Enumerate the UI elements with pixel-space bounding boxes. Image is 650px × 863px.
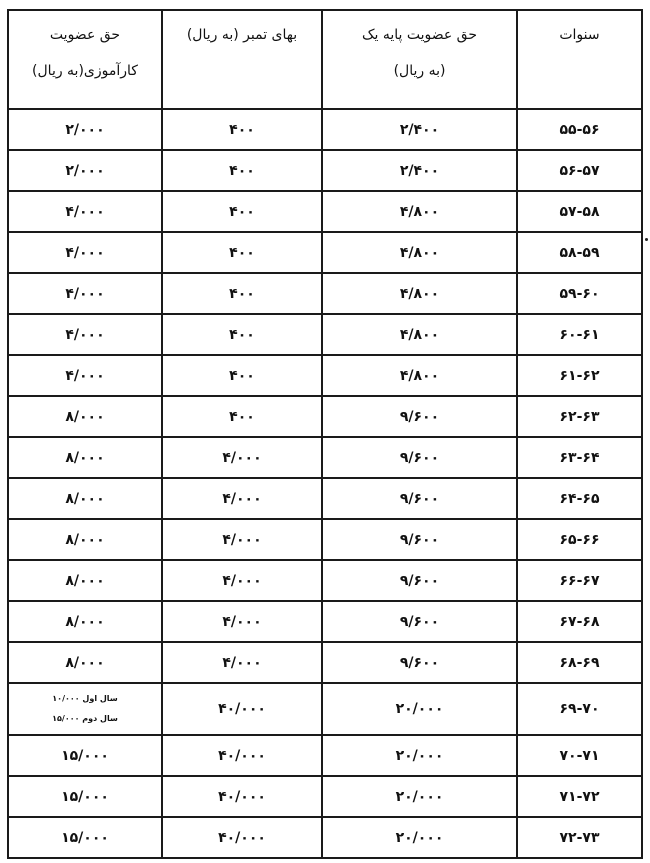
cell-trainee-fee: ۸/۰۰۰	[8, 642, 162, 683]
cell-trainee-fee	[8, 683, 162, 735]
cell-years: ۶۰-۶۱	[517, 314, 642, 355]
cell-trainee-fee: ۸/۰۰۰	[8, 519, 162, 560]
table-row	[8, 519, 642, 560]
cell-years: ۶۷-۶۸	[517, 601, 642, 642]
header-base-fee: حق عضویت پایه یک (به ریال)	[322, 10, 517, 109]
table-row	[8, 314, 642, 355]
cell-stamp-price: ۴۰۰	[162, 150, 322, 191]
cell-years: ۶۸-۶۹	[517, 642, 642, 683]
table-row	[8, 642, 642, 683]
cell-trainee-fee: ۸/۰۰۰	[8, 396, 162, 437]
cell-base-fee: ۴/۸۰۰	[322, 232, 517, 273]
table-header-row	[8, 10, 642, 109]
cell-trainee-fee: ۴/۰۰۰	[8, 314, 162, 355]
cell-trainee-fee: ۱۵/۰۰۰	[8, 817, 162, 858]
cell-base-fee: ۹/۶۰۰	[322, 601, 517, 642]
table-row	[8, 150, 642, 191]
cell-base-fee: ۲۰/۰۰۰	[322, 735, 517, 776]
cell-years: ۶۵-۶۶	[517, 519, 642, 560]
trainee-first-year: سال اول ۱۰/۰۰۰	[52, 694, 118, 703]
cell-trainee-fee: ۴/۰۰۰	[8, 191, 162, 232]
cell-stamp-price: ۴۰۰	[162, 191, 322, 232]
trainee-second-year: سال دوم ۱۵/۰۰۰	[52, 714, 118, 723]
cell-stamp-price: ۴/۰۰۰	[162, 642, 322, 683]
cell-trainee-fee: ۲/۰۰۰	[8, 109, 162, 150]
scan-speck	[645, 238, 648, 241]
document-page	[7, 9, 641, 855]
cell-stamp-price: ۴۰/۰۰۰	[162, 683, 322, 735]
cell-base-fee: ۴/۸۰۰	[322, 191, 517, 232]
cell-trainee-fee: ۸/۰۰۰	[8, 560, 162, 601]
cell-stamp-price: ۴۰/۰۰۰	[162, 817, 322, 858]
table-row	[8, 232, 642, 273]
table-row	[8, 776, 642, 817]
cell-trainee-fee: ۲/۰۰۰	[8, 150, 162, 191]
cell-years: ۵۶-۵۷	[517, 150, 642, 191]
cell-years: ۷۱-۷۲	[517, 776, 642, 817]
cell-base-fee: ۲/۴۰۰	[322, 109, 517, 150]
cell-stamp-price: ۴۰۰	[162, 232, 322, 273]
cell-base-fee: ۹/۶۰۰	[322, 560, 517, 601]
table-row	[8, 478, 642, 519]
cell-years: ۶۳-۶۴	[517, 437, 642, 478]
cell-trainee-fee: ۱۵/۰۰۰	[8, 735, 162, 776]
cell-trainee-fee: ۸/۰۰۰	[8, 478, 162, 519]
header-stamp-price: بهای تمبر (به ریال)	[162, 10, 322, 109]
cell-base-fee: ۲۰/۰۰۰	[322, 817, 517, 858]
cell-base-fee: ۲۰/۰۰۰	[322, 776, 517, 817]
cell-years: ۶۱-۶۲	[517, 355, 642, 396]
cell-trainee-fee: ۴/۰۰۰	[8, 355, 162, 396]
table-row	[8, 817, 642, 858]
table-row	[8, 437, 642, 478]
cell-base-fee: ۲۰/۰۰۰	[322, 683, 517, 735]
cell-trainee-fee: ۸/۰۰۰	[8, 601, 162, 642]
cell-years: ۶۹-۷۰	[517, 683, 642, 735]
cell-stamp-price: ۴/۰۰۰	[162, 478, 322, 519]
cell-base-fee: ۹/۶۰۰	[322, 396, 517, 437]
cell-base-fee: ۹/۶۰۰	[322, 478, 517, 519]
cell-stamp-price: ۴۰۰	[162, 109, 322, 150]
cell-stamp-price: ۴/۰۰۰	[162, 437, 322, 478]
cell-years: ۵۷-۵۸	[517, 191, 642, 232]
cell-trainee-fee: ۱۵/۰۰۰	[8, 776, 162, 817]
table-row	[8, 273, 642, 314]
table-row	[8, 191, 642, 232]
cell-base-fee: ۹/۶۰۰	[322, 642, 517, 683]
cell-base-fee: ۲/۴۰۰	[322, 150, 517, 191]
membership-fee-table	[7, 9, 643, 859]
cell-stamp-price: ۴۰۰	[162, 396, 322, 437]
header-trainee-fee: حق عضویت کارآموزی(به ریال)	[8, 10, 162, 109]
table-row	[8, 735, 642, 776]
cell-stamp-price: ۴/۰۰۰	[162, 560, 322, 601]
cell-years: ۶۶-۶۷	[517, 560, 642, 601]
cell-stamp-price: ۴۰۰	[162, 314, 322, 355]
cell-base-fee: ۹/۶۰۰	[322, 437, 517, 478]
table-row	[8, 601, 642, 642]
cell-stamp-price: ۴۰/۰۰۰	[162, 735, 322, 776]
cell-stamp-price: ۴۰/۰۰۰	[162, 776, 322, 817]
cell-base-fee: ۴/۸۰۰	[322, 273, 517, 314]
cell-stamp-price: ۴/۰۰۰	[162, 519, 322, 560]
table-row	[8, 109, 642, 150]
cell-base-fee: ۴/۸۰۰	[322, 355, 517, 396]
cell-years: ۵۸-۵۹	[517, 232, 642, 273]
cell-base-fee: ۴/۸۰۰	[322, 314, 517, 355]
cell-years: ۵۹-۶۰	[517, 273, 642, 314]
table-row	[8, 355, 642, 396]
cell-years: ۶۴-۶۵	[517, 478, 642, 519]
table-row	[8, 683, 642, 735]
cell-stamp-price: ۴۰۰	[162, 273, 322, 314]
table-row	[8, 560, 642, 601]
cell-years: ۵۵-۵۶	[517, 109, 642, 150]
cell-base-fee: ۹/۶۰۰	[322, 519, 517, 560]
cell-stamp-price: ۴/۰۰۰	[162, 601, 322, 642]
cell-trainee-fee: ۴/۰۰۰	[8, 273, 162, 314]
cell-trainee-fee: ۸/۰۰۰	[8, 437, 162, 478]
table-row	[8, 396, 642, 437]
cell-years: ۶۲-۶۳	[517, 396, 642, 437]
cell-years: ۷۲-۷۳	[517, 817, 642, 858]
cell-stamp-price: ۴۰۰	[162, 355, 322, 396]
header-years: سنوات	[517, 10, 642, 109]
cell-trainee-fee: ۴/۰۰۰	[8, 232, 162, 273]
cell-years: ۷۰-۷۱	[517, 735, 642, 776]
